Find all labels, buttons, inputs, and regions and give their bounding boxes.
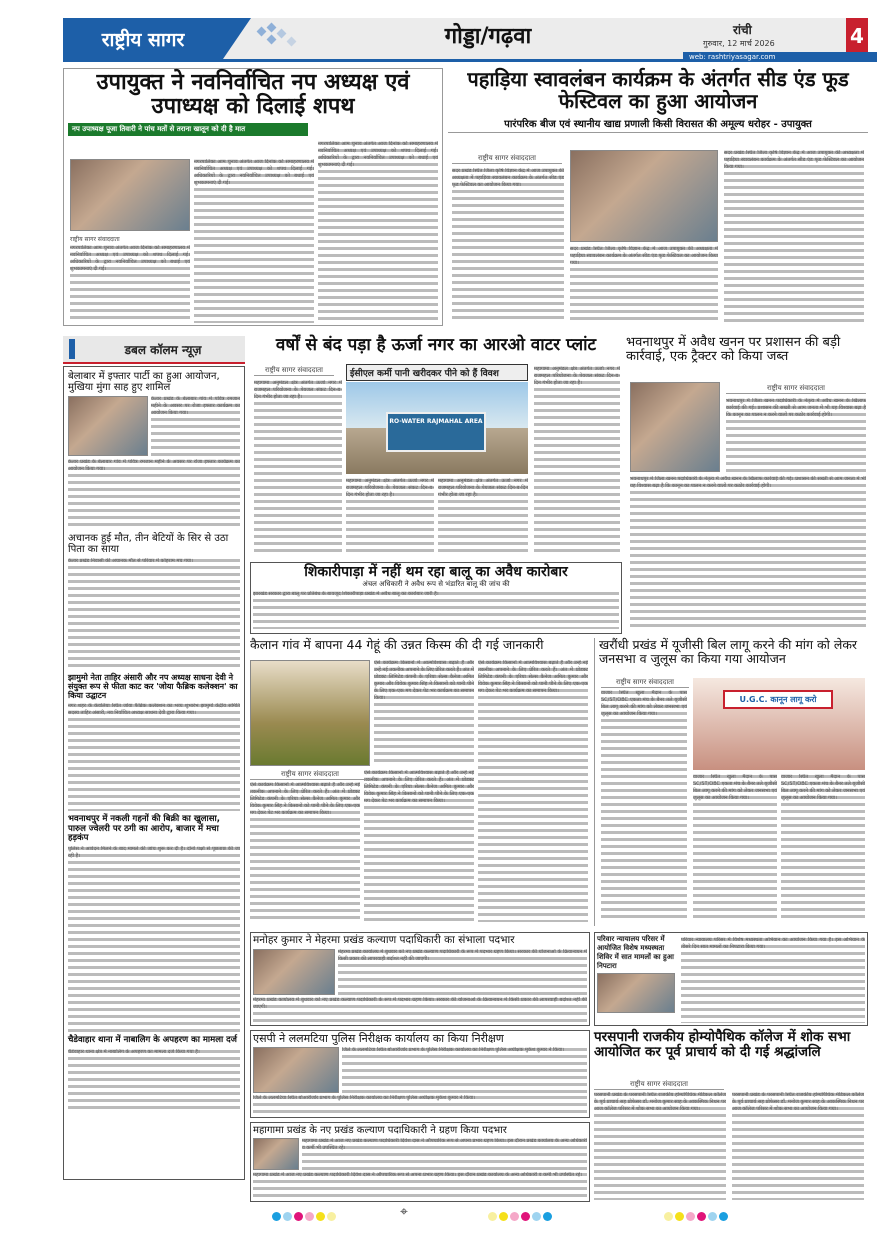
color-swatch [675, 1212, 684, 1221]
body-text-col3: वाजार स्थित खुला मैदान के पास SC/ST/OBC एकता मंच के बैनर तले यूजीसी बिल लागू करने की मांग को लेकर जनसभा एवं जुलूस का आयोजन किया गया। [781, 774, 865, 922]
headline: पहाड़िया स्वावलंबन कार्यक्रम के अंतर्गत सीड एंड फूड फेस्टिवल का हुआ आयोजन [467, 67, 849, 113]
dc-headline-1: बेलाबार में इफ्तार पार्टी का हुआ आयोजन, मुखिया मुंगा साह हुए शामिल [68, 371, 220, 393]
photo-sign: RO-WATER RAJMAHAL AREA [389, 418, 483, 425]
article-family-court [594, 932, 868, 1026]
body-text-col3: सदर प्रखंड स्थित जिला कृषि विज्ञान केंद्र में आज उपायुक्त की अध्यक्षता में पहाड़िया स्वावलंबन कार्यक्रम के अंतर्गत सीड एंड फूड फेस्टिवल का आयोजन किया गया। [724, 150, 864, 323]
byline: राष्ट्रीय सागर संवाददाता [70, 236, 120, 243]
court-photo [597, 973, 675, 1013]
dc-headline-2: अचानक हुई मौत, तीन बेटियों के सिर से उठा पिता का साया [68, 533, 229, 555]
page-number: 4 [846, 18, 868, 59]
headline: परसपानी राजकीय होम्योपैथिक कॉलेज में शोक सभा आयोजित कर पूर्व प्राचार्य को दी गई श्रद्धांजलि [594, 1029, 851, 1060]
article-ro-plant [250, 336, 622, 558]
iftar-photo [68, 396, 148, 456]
article-mahagama [250, 1122, 590, 1202]
body-text-col2: सदर प्रखंड स्थित जिला कृषि विज्ञान केंद्र में आज उपायुक्त की अध्यक्षता में पहाड़िया स्वावलंबन कार्यक्रम के अंतर्गत सीड एंड फूड फेस्टिवल का आयोजन किया गया। [570, 246, 718, 323]
body-text-col2: महागामा अनुमंडल क्षेत्र अंतर्गत ऊर्जा नगर में राजमहल परियोजना के पेयजल संकट दिन-ब-दिन गंभीर होता जा रहा है। [346, 478, 434, 556]
registration-mark-icon: ⌖ [400, 1204, 408, 1220]
protest-banner: U.G.C. कानून लागू करो [723, 690, 833, 709]
color-swatch [719, 1212, 728, 1221]
byline: राष्ट्रीय सागर संवाददाता [250, 770, 370, 780]
subhead: नप उपाध्यक्ष पूजा तिवारी ने पांच मतों से तराना खातून को दी है मात [68, 123, 308, 136]
headline: महागामा प्रखंड के नए प्रखंड कल्याण पदाधिकारी ने ग्रहण किया पदभार [253, 1125, 507, 1136]
headline: खरौंधी प्रखंड में यूजीसी बिल लागू करने की मांग को लेकर जनसभा व जुलूस का किया गया आयोजन [599, 637, 858, 666]
edition-city: रांची [733, 23, 752, 37]
byline: राष्ट्रीय सागर संवाददाता [594, 1080, 724, 1090]
ro-plant-photo [346, 382, 528, 474]
color-swatch [499, 1212, 508, 1221]
body-text: वाजार स्थित खुला मैदान के पास SC/ST/OBC एकता मंच के बैनर तले यूजीसी बिल लागू करने की मांग को लेकर जनसभा एवं जुलूस का आयोजन किया गया। [601, 690, 687, 922]
article-illegal-mining [626, 336, 868, 632]
body-text-col2: नगरपालिका आम चुनाव अंतर्गत आज दिनांक को समाहरणालय में नवनिर्वाचित अध्यक्ष एवं उपाध्यक्ष को शपथ दिलाई गई। अधिकारियों के द्वारा नवनिर्वाचित उपाध्यक्ष को बधाई एवं शुभकामनाएं दी गई। [194, 159, 314, 323]
body-text: सदर प्रखंड स्थित जिला कृषि विज्ञान केंद्र में आज उपायुक्त की अध्यक्षता में पहाड़िया स्वावलंबन कार्यक्रम के अंतर्गत सीड एंड फूड फेस्टिवल का आयोजन किया गया। [452, 168, 564, 323]
body-text: परसपानी प्रखंड के परसपानी स्थित राजकीय होम्योपैथिक मेडिकल कॉलेज के पूर्व प्राचार्य सह प्रोफेसर डॉ. मनोज कुमार साह के आकस्मिक निधन पर आज कॉलेज परिसर में शोक सभा का आयोजन किया गया। [594, 1092, 726, 1200]
double-column-news [63, 366, 245, 1180]
article-wheat-variety [250, 638, 590, 926]
headline: भवनाथपुर में अवैध खनन पर प्रशासन की बड़ी कार्रवाई, एक ट्रैक्टर को किया जब्त [626, 335, 841, 365]
color-swatch [283, 1212, 292, 1221]
body-text: भवनाथपुर में जिला खनन पदाधिकारी के नेतृत्व में अवैध खनन के खिलाफ कार्रवाई की गई। प्रशासन की सख्ती से आम जनता में भी यह विश्वास बढ़ा है कि कानून का पालन न करने वालों पर कठोर कार्रवाई होगी। [726, 398, 866, 472]
article-illegal-sand [250, 562, 622, 634]
article-homeopathy [594, 1030, 868, 1202]
decorative-diamonds-icon [258, 24, 318, 52]
body-text: महागामा प्रखंड में आज नए प्रखंड कल्याण पदाधिकारी दिवेश दास ने औपचारिक रूप से अपना प्रभार ग्रहण किया। इस दौरान प्रखंड कार्यालय के अन्य अधिकारी व कर्मी भी उपस्थित रहे। [302, 1138, 587, 1170]
article-sp-inspection [250, 1030, 590, 1118]
headline: कैलान गांव में बापना 44 गेहूं की उन्नत किस्म की दी गई जानकारी [250, 637, 544, 652]
color-swatch [521, 1212, 530, 1221]
banner-marker [69, 339, 75, 359]
body-text: झारखंड सरकार द्वारा बालू पर प्रतिबंध के बावजूद शिकारीपाड़ा प्रखंड में अवैध बालू का कारोबार जारी है। [253, 591, 619, 629]
color-swatch [316, 1212, 325, 1221]
headline: शिकारीपाड़ा में नहीं थम रहा बालू का अवैध कारोबार [304, 564, 568, 580]
body-text-col2: वाजार स्थित खुला मैदान के पास SC/ST/OBC एकता मंच के बैनर तले यूजीसी बिल लागू करने की मांग को लेकर जनसभा एवं जुलूस का आयोजन किया गया। [693, 774, 777, 922]
officer-photo [253, 949, 335, 995]
color-swatch [708, 1212, 717, 1221]
color-registration-center [488, 1206, 568, 1218]
body-text-lower: महागामा प्रखंड में आज नए प्रखंड कल्याण पदाधिकारी दिवेश दास ने औपचारिक रूप से अपना प्रभार ग्रहण किया। इस दौरान प्रखंड कार्यालय के अन्य अधिकारी व कर्मी भी उपस्थित रहे। [253, 1172, 587, 1198]
body-text-col3: महागामा अनुमंडल क्षेत्र अंतर्गत ऊर्जा नगर में राजमहल परियोजना के पेयजल संकट दिन-ब-दिन गंभीर होता जा रहा है। [438, 478, 528, 556]
color-swatch [294, 1212, 303, 1221]
byline: राष्ट्रीय सागर संवाददाता [601, 678, 689, 688]
ceremony-photo [70, 159, 190, 231]
farmers-photo [250, 660, 370, 766]
headline: वर्षों से बंद पड़ा है ऊर्जा नगर का आरओ वाटर प्लांट [275, 335, 597, 355]
dc-headline-5: चैडेवाहार थाना में नाबालिग के अपहरण का मामला दर्ज [68, 1035, 237, 1046]
officer-photo [253, 1138, 299, 1170]
brand-corner [223, 18, 251, 59]
double-column-banner [63, 336, 245, 364]
color-swatch [697, 1212, 706, 1221]
body-text: ऐसे कार्यक्रम किसानों में आत्मविश्वास बढ़ाते हैं और उन्हें नई तकनीक अपनाने के लिए प्रेरित करते हैं। अंत में प्रोडक्ट लिमिटेड कंपनी के एरिया सेल्स कैनेज अमित कुमार और विवेक कुमार सिंह ने किसानों को पानी पीने के लिए एक-एक मग देकर पेट भर कार्यक्रम का समापन किया। [250, 782, 360, 922]
body-text-col2: परसपानी प्रखंड के परसपानी स्थित राजकीय होम्योपैथिक मेडिकल कॉलेज के पूर्व प्राचार्य सह प्रोफेसर डॉ. मनोज कुमार साह के आकस्मिक निधन पर आज कॉलेज परिसर में शोक सभा का आयोजन किया गया। [732, 1092, 864, 1200]
dc-body-4: पुलिस ने आवेदन मिलने के बाद मामले की जांच शुरू कर दी है। दोनों पक्षों से पूछताछ की जा रही है। [68, 846, 240, 1032]
body-text-col3: ऐसे कार्यक्रम किसानों में आत्मविश्वास बढ़ाते हैं और उन्हें नई तकनीक अपनाने के लिए प्रेरित करते हैं। अंत में प्रोडक्ट लिमिटेड कंपनी के एरिया सेल्स कैनेज अमित कुमार और विवेक कुमार सिंह ने किसानों को पानी पीने के लिए एक-एक मग देकर पेट भर कार्यक्रम का समापन किया। [478, 660, 588, 922]
body-text-col3: नगरपालिका आम चुनाव अंतर्गत आज दिनांक को समाहरणालय में नवनिर्वाचित अध्यक्ष एवं उपाध्यक्ष को शपथ दिलाई गई। अधिकारियों के द्वारा नवनिर्वाचित उपाध्यक्ष को बधाई एवं शुभकामनाएं दी गई। [318, 141, 438, 323]
body-text: नगरपालिका आम चुनाव अंतर्गत आज दिनांक को समाहरणालय में नवनिर्वाचित अध्यक्ष एवं उपाध्यक्ष को शपथ दिलाई गई। अधिकारियों के द्वारा नवनिर्वाचित उपाध्यक्ष को बधाई एवं शुभकामनाएं दी गई। [70, 245, 190, 323]
body-text-col2: ऐसे कार्यक्रम किसानों में आत्मविश्वास बढ़ाते हैं और उन्हें नई तकनीक अपनाने के लिए प्रेरित करते हैं। अंत में प्रोडक्ट लिमिटेड कंपनी के एरिया सेल्स कैनेज अमित कुमार और विवेक कुमार सिंह ने किसानों को पानी पीने के लिए एक-एक मग देकर पेट भर कार्यक्रम का समापन किया। [364, 770, 474, 922]
body-text-col2-top: ऐसे कार्यक्रम किसानों में आत्मविश्वास बढ़ाते हैं और उन्हें नई तकनीक अपनाने के लिए प्रेरित करते हैं। अंत में प्रोडक्ट लिमिटेड कंपनी के एरिया सेल्स कैनेज अमित कुमार और विवेक कुमार सिंह ने किसानों को पानी पीने के लिए एक-एक मग देकर पेट भर कार्यक्रम का समापन किया। [374, 660, 474, 766]
dc-body-2: केतार प्रखंड निवासी की अचानक मौत से परिवार में कोहराम मच गया। [68, 558, 240, 670]
color-swatch [686, 1212, 695, 1221]
color-swatch [510, 1212, 519, 1221]
tractor-photo [630, 382, 720, 472]
festival-photo [570, 150, 718, 242]
headline: मनोहर कुमार ने मेहरमा प्रखंड कल्याण पदाधिकारी का संभाला पदभार [253, 934, 515, 946]
dc-headline-3: झामुमो नेता ताहिर अंसारी और नप अध्यक्ष साधना देवी ने संयुक्त रूप से फीता काट कर 'जोया फैब्रिक कलेक्शन' का किया उद्घाटन [68, 673, 238, 700]
dc-body-5: चैडेवाहार थाना क्षेत्र में नाबालिग के अपहरण का मामला दर्ज किया गया है। [68, 1049, 240, 1111]
subhead: ईसीएल कर्मी पानी खरीदकर पीने को हैं विवश [346, 364, 528, 381]
color-swatch [488, 1212, 497, 1221]
banner-label: डबल कॉलम न्यूज़ [124, 342, 202, 357]
dc-body-1: केतार प्रखंड के बेलाबार गांव में पवित्र रमजान महीने के अवसर पर रोजा इफ्तार कार्यक्रम का आयोजन किया गया। [151, 396, 240, 456]
byline: राष्ट्रीय सागर संवाददाता [452, 154, 562, 164]
article-manohar [250, 932, 590, 1026]
section-title: गोड्डा/गढ़वा [444, 24, 532, 49]
headline: एसपी ने ललमटिया पुलिस निरीक्षक कार्यालय का किया निरीक्षण [253, 1032, 504, 1045]
body-text: परिवार न्यायालय परिसर में विशेष मध्यस्थता अभियान का आयोजन किया गया है। इस अभियान के तीसरे दिन सात मामलों का निपटारा किया गया। [681, 937, 865, 1023]
color-swatch [305, 1212, 314, 1221]
color-swatch [664, 1212, 673, 1221]
body-text: मेहरमा प्रखंड कार्यालय में बुधवार को नए प्रखंड कल्याण पदाधिकारी के रूप में पदभार ग्रहण किया। सरकार की योजनाओं के क्रियान्वयन में किसी प्रकार की लापरवाही बर्दाश्त नहीं की जाएगी। [338, 949, 587, 995]
edition-date: गुरुवार, 12 मार्च 2026 [703, 39, 775, 48]
article-ugc-bill [594, 638, 868, 926]
body-text-lower: भवनाथपुर में जिला खनन पदाधिकारी के नेतृत्व में अवैध खनन के खिलाफ कार्रवाई की गई। प्रशासन की सख्ती से आम जनता में भी यह विश्वास बढ़ा है कि कानून का पालन न करने वालों पर कठोर कार्रवाई होगी। [630, 476, 866, 630]
website-link[interactable]: web: rashtriyasagar.com [683, 52, 877, 62]
headline: परिवार न्यायालय परिसर में आयोजित विशेष मध्यस्थता शिविर में सात मामलों का हुआ निपटारा [597, 935, 674, 970]
color-swatch [327, 1212, 336, 1221]
dc-body-3: नगर शहर के केवलिया स्थित जोया फैब्रिक कलेक्शन का भव्य शुभारंभ झामुमो केंद्रीय समिति सदस्य ताहिर अंसारी, नव निर्वाचित अध्यक्ष साधना देवी द्वारा किया गया। [68, 703, 240, 811]
color-swatch [543, 1212, 552, 1221]
body-text-col4: महागामा अनुमंडल क्षेत्र अंतर्गत ऊर्जा नगर में राजमहल परियोजना के पेयजल संकट दिन-ब-दिन गंभीर होता जा रहा है। [534, 366, 620, 556]
dc-headline-4: भवनाथपुर में नकली गहनों की बिक्री का खुलासा, पारुल ज्वेलरी पर ठगी का आरोप, बाजार में मचा हड़कंप [68, 814, 220, 844]
article-seed-festival [448, 68, 868, 326]
dc-body-1b: केतार प्रखंड के बेलाबार गांव में पवित्र रमजान महीने के अवसर पर रोजा इफ्तार कार्यक्रम का आयोजन किया गया। [68, 459, 240, 529]
subhead: पारंपरिक बीज एवं स्थानीय खाद्य प्रणाली किसी विरासत की अमूल्य धरोहर - उपायुक्त [448, 116, 868, 133]
article-oath [63, 68, 443, 326]
body-text: जिले के ललमटिया स्थित बोआरीजोर प्रभाग के पुलिस निरीक्षक कार्यालय का निरीक्षण पुलिस अधीक्षक मुकेश कुमार ने किया। [342, 1047, 587, 1093]
color-swatch [532, 1212, 541, 1221]
subhead: अंचल अधिकारी ने अवैध रूप से भंडारित बालू की जांच की [362, 580, 510, 589]
body-text: महागामा अनुमंडल क्षेत्र अंतर्गत ऊर्जा नगर में राजमहल परियोजना के पेयजल संकट दिन-ब-दिन गंभीर होता जा रहा है। [254, 380, 342, 556]
headline: उपायुक्त ने नवनिर्वाचित नप अध्यक्ष एवं उपाध्यक्ष को दिलाई शपथ [96, 70, 410, 120]
color-registration-right [664, 1206, 744, 1218]
body-text-lower: जिले के ललमटिया स्थित बोआरीजोर प्रभाग के पुलिस निरीक्षक कार्यालय का निरीक्षण पुलिस अधीक्षक मुकेश कुमार ने किया। [253, 1095, 587, 1115]
body-text-lower: मेहरमा प्रखंड कार्यालय में बुधवार को नए प्रखंड कल्याण पदाधिकारी के रूप में पदभार ग्रहण किया। सरकार की योजनाओं के क्रियान्वयन में किसी प्रकार की लापरवाही बर्दाश्त नहीं की जाएगी। [253, 997, 587, 1023]
byline: राष्ट्रीय सागर संवाददाता [726, 384, 866, 394]
brand-logo: राष्ट्रीय सागर [63, 18, 223, 59]
color-registration-left [272, 1206, 352, 1218]
color-swatch [272, 1212, 281, 1221]
inspection-photo [253, 1047, 339, 1093]
byline: राष्ट्रीय सागर संवाददाता [254, 366, 334, 376]
rally-photo [693, 678, 865, 770]
